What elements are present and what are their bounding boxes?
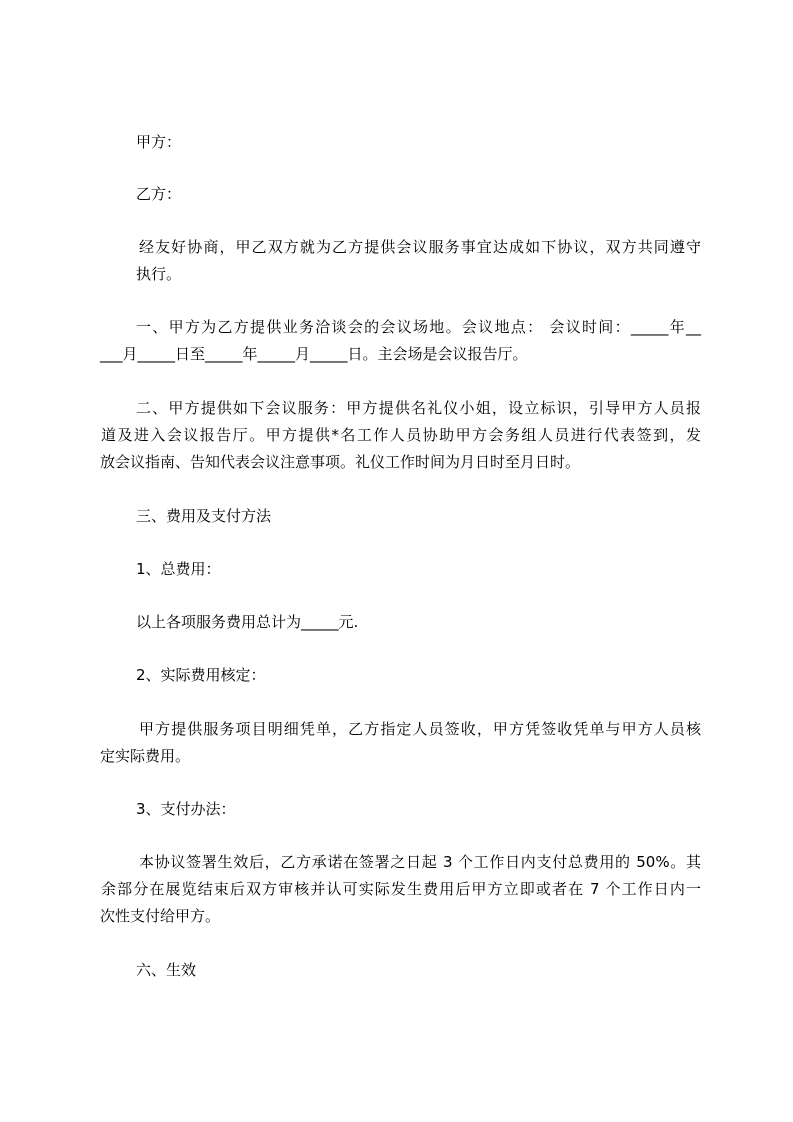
clause-3-heading: 三、费用及支付方法 bbox=[136, 507, 272, 525]
item-2-text-line-2: 定实际费用。 bbox=[100, 747, 191, 765]
clause-2-line-3: 放会议指南、告知代表会议注意事项。礼仪工作时间为月日时至月日时。 bbox=[100, 453, 581, 471]
party-a-label: 甲方： bbox=[136, 133, 182, 151]
item-1-text: 以上各项服务费用总计为_____元. bbox=[136, 613, 359, 631]
clause-6-heading: 六、生效 bbox=[136, 961, 197, 979]
item-3-heading: 3、支付办法： bbox=[136, 800, 236, 818]
intro-line-2: 执行。 bbox=[136, 265, 182, 283]
item-1-heading: 1、总费用： bbox=[136, 560, 221, 578]
clause-1-line-2: ___月_____日至_____年_____月_____日。主会场是会议报告厅。 bbox=[100, 345, 528, 363]
item-2-heading: 2、实际费用核定： bbox=[136, 666, 266, 684]
item-2-text-line-1: 甲方提供服务项目明细凭单，乙方指定人员签收，甲方凭签收凭单与甲方人员核 bbox=[139, 720, 701, 738]
item-3-text-line-3: 次性支付给甲方。 bbox=[100, 907, 221, 925]
item-3-text-line-1: 本协议签署生效后，乙方承诺在签署之日起 3 个工作日内支付总费用的 50%。其 bbox=[139, 853, 701, 871]
party-b-label: 乙方： bbox=[136, 185, 182, 203]
clause-2-line-1: 二、甲方提供如下会议服务：甲方提供名礼仪小姐，设立标识，引导甲方人员报 bbox=[136, 399, 701, 417]
item-3-text-line-2: 余部分在展览结束后双方审核并认可实际发生费用后甲方立即或者在 7 个工作日内一 bbox=[101, 880, 701, 898]
clause-1-line-1: 一、甲方为乙方提供业务洽谈会的会议场地。会议地点： 会议时间：_____年__ bbox=[136, 318, 701, 336]
intro-line-1: 经友好协商，甲乙双方就为乙方提供会议服务事宜达成如下协议，双方共同遵守 bbox=[139, 238, 701, 256]
clause-2-line-2: 道及进入会议报告厅。甲方提供*名工作人员协助甲方会务组人员进行代表签到，发 bbox=[101, 426, 701, 444]
